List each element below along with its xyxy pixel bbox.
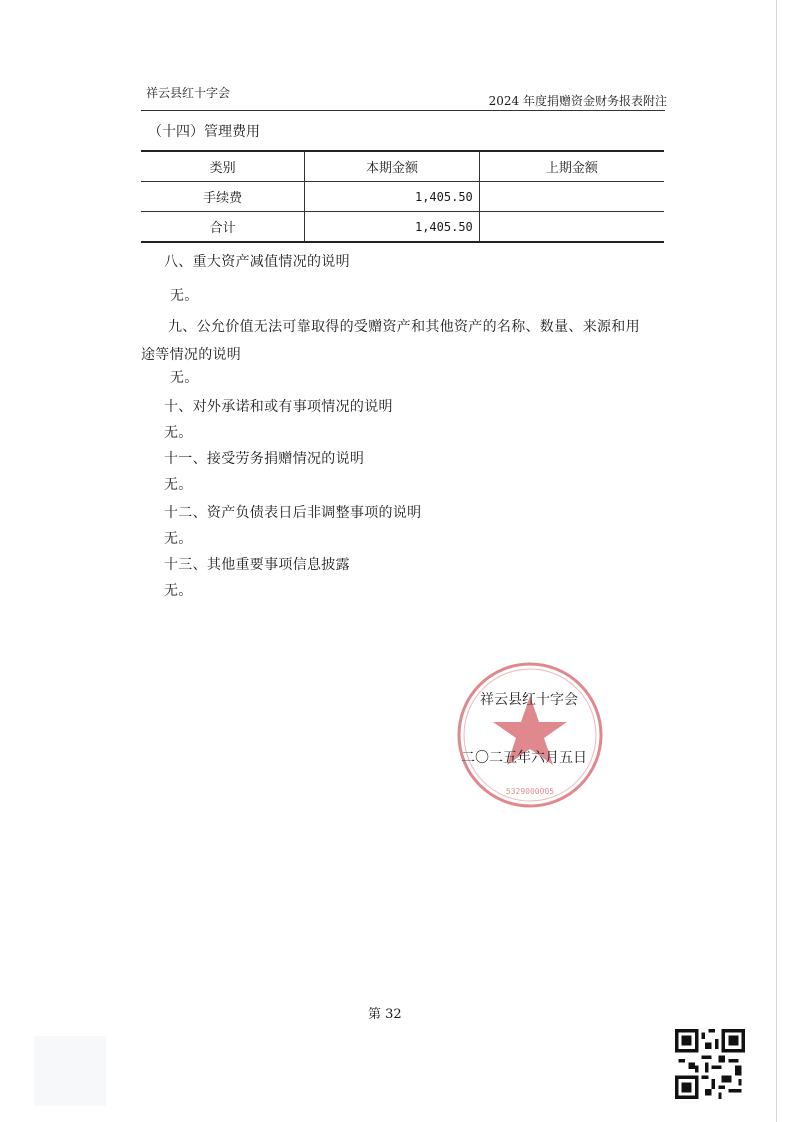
table-cell [479,182,664,212]
header-report-title: 2024 年度捐赠资金财务报表附注 [488,94,667,108]
table-row [141,182,664,212]
note-heading: 九、公允价值无法可靠取得的受赠资产和其他资产的名称、数量、来源和用途等情况的说明 [141,319,640,363]
column-header-current: 本期金额 [305,151,479,182]
table-cell [479,212,664,243]
note-heading: 十三、其他重要事项信息披露 [164,557,350,573]
note-heading: 十一、接受劳务捐赠情况的说明 [164,451,365,467]
note-body: 无。 [164,583,193,599]
table-cell: 合计 [141,212,305,243]
column-header-category: 类别 [141,151,305,182]
official-seal [455,660,605,810]
note-body: 无。 [164,425,193,441]
header-org: 祥云县红十字会 [146,86,231,100]
signature-date: 二〇二五年六月五日 [461,750,587,766]
note-body: 无。 [170,288,199,304]
column-header-previous: 上期金额 [479,151,664,182]
expense-table [141,150,664,243]
table-cell: 1,405.50 [305,212,479,243]
qr-code [675,1029,745,1099]
signature-org: 祥云县红十字会 [480,692,578,708]
note-heading: 八、重大资产减值情况的说明 [164,254,350,270]
note-heading: 十二、资产负债表日后非调整事项的说明 [164,505,422,521]
page-edge [776,0,777,1122]
note-body: 无。 [170,370,199,386]
seal-code: 5329000005 [505,787,555,796]
note-body: 无。 [164,477,193,493]
section-title: （十四）管理费用 [148,124,260,140]
faint-corner-mark [34,1036,106,1106]
table-row [141,212,664,243]
note-heading: 十、对外承诺和或有事项情况的说明 [164,399,393,415]
page-number: 第 32 [368,1007,402,1022]
table-cell: 手续费 [141,182,305,212]
table-cell: 1,405.50 [305,182,479,212]
table-header-row [141,151,664,182]
note-body: 无。 [164,531,193,547]
header-rule [141,110,665,111]
